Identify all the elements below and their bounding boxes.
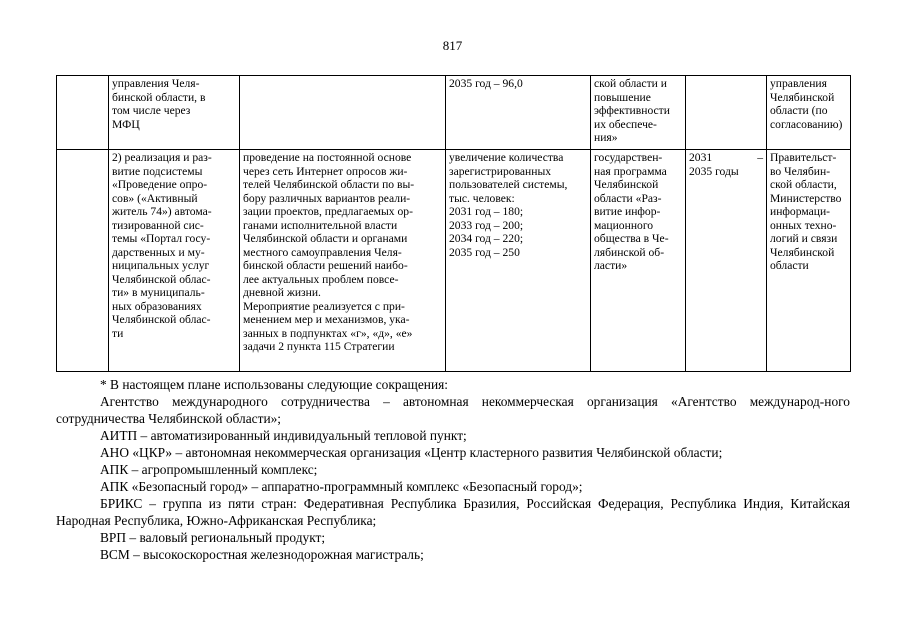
table-cell bbox=[57, 150, 109, 372]
footnote-item: БРИКС – группа из пяти стран: Федеративная Республика Бразилия, Российская Федерация, Республика Индия, Китайская Народная Республика, Южно-Африканская Республика; bbox=[56, 496, 850, 528]
table-cell: государствен- ная программа Челябинской области «Раз- витие инфор- мационного общества в Че- лябинской об- ласти» bbox=[591, 150, 686, 372]
table-cell bbox=[240, 76, 446, 150]
date-range-start bbox=[689, 151, 763, 165]
abbreviations-list bbox=[56, 376, 850, 563]
table-cell: управления Челя- бинской области, в том числе через МФЦ bbox=[109, 76, 240, 150]
table-cell: управления Челябинской области (по согласованию) bbox=[767, 76, 851, 150]
footnote-intro: * В настоящем плане использованы следующие сокращения: bbox=[100, 377, 448, 392]
footnote-item: АИТП – автоматизированный индивидуальный тепловой пункт; bbox=[100, 428, 467, 443]
table-row bbox=[57, 150, 851, 372]
date-end: 2035 годы bbox=[689, 164, 739, 178]
footnote-item: ВСМ – высокоскоростная железнодорожная магистраль; bbox=[100, 547, 424, 562]
plan-table bbox=[56, 75, 851, 372]
table-cell: увеличение количества зарегистрированных пользователей системы, тыс. человек: 2031 год – 180; 2033 год – 200; 2034 год – 220; 2035 год – 250 bbox=[446, 150, 591, 372]
page-number: 817 bbox=[442, 38, 463, 53]
table-cell: 2) реализация и раз- витие подсистемы «Проведение опро- сов» («Активный житель 74») автома- тизированной сис- темы «Портал госу- дарственных и му- ниципальных услуг Челябинской облас- ти» в муниципаль- ных образованиях Челябинской облас- ти bbox=[109, 150, 240, 372]
date-dash: – bbox=[757, 151, 763, 164]
table-row bbox=[57, 76, 851, 150]
table-cell: 2035 год – 96,0 bbox=[446, 76, 591, 150]
footnote-item: АПК – агропромышленный комплекс; bbox=[100, 462, 318, 477]
footnote-item: АПК «Безопасный город» – аппаратно-программный комплекс «Безопасный город»; bbox=[100, 479, 583, 494]
table-cell bbox=[686, 150, 767, 372]
table-cell: ской области и повышение эффективности их обеспече- ния» bbox=[591, 76, 686, 150]
table-cell bbox=[686, 76, 767, 150]
footnote-item: ВРП – валовый региональный продукт; bbox=[100, 530, 326, 545]
table-cell: проведение на постоянной основе через сеть Интернет опросов жи- телей Челябинской области по вы- бору различных вариантов реали- зации проектов, предлагаемых ор- ганами исполнительной власти Челябинской области и органами местного самоуправления Челя- бинской области решений наибо- лее актуальных проблем повсе- дневной жизни. Мероприятие реализуется с при- менением мер и механизмов, ука- занных в подпунктах «г», «д», «е» задачи 2 пункта 115 Стратегии bbox=[240, 150, 446, 372]
table-cell: Правительст- во Челябин- ской области, Министерство информаци- онных техно- логий и связи Челябинской области bbox=[767, 150, 851, 372]
footnote-item: Агентство международного сотрудничества – автономная некоммерческая организация «Агентство международ-ного сотрудничества Челябинской области»; bbox=[56, 394, 850, 426]
table-cell bbox=[57, 76, 109, 150]
date-start: 2031 bbox=[689, 151, 713, 164]
footnote-item: АНО «ЦКР» – автономная некоммерческая организация «Центр кластерного развития Челябинской области; bbox=[100, 445, 723, 460]
